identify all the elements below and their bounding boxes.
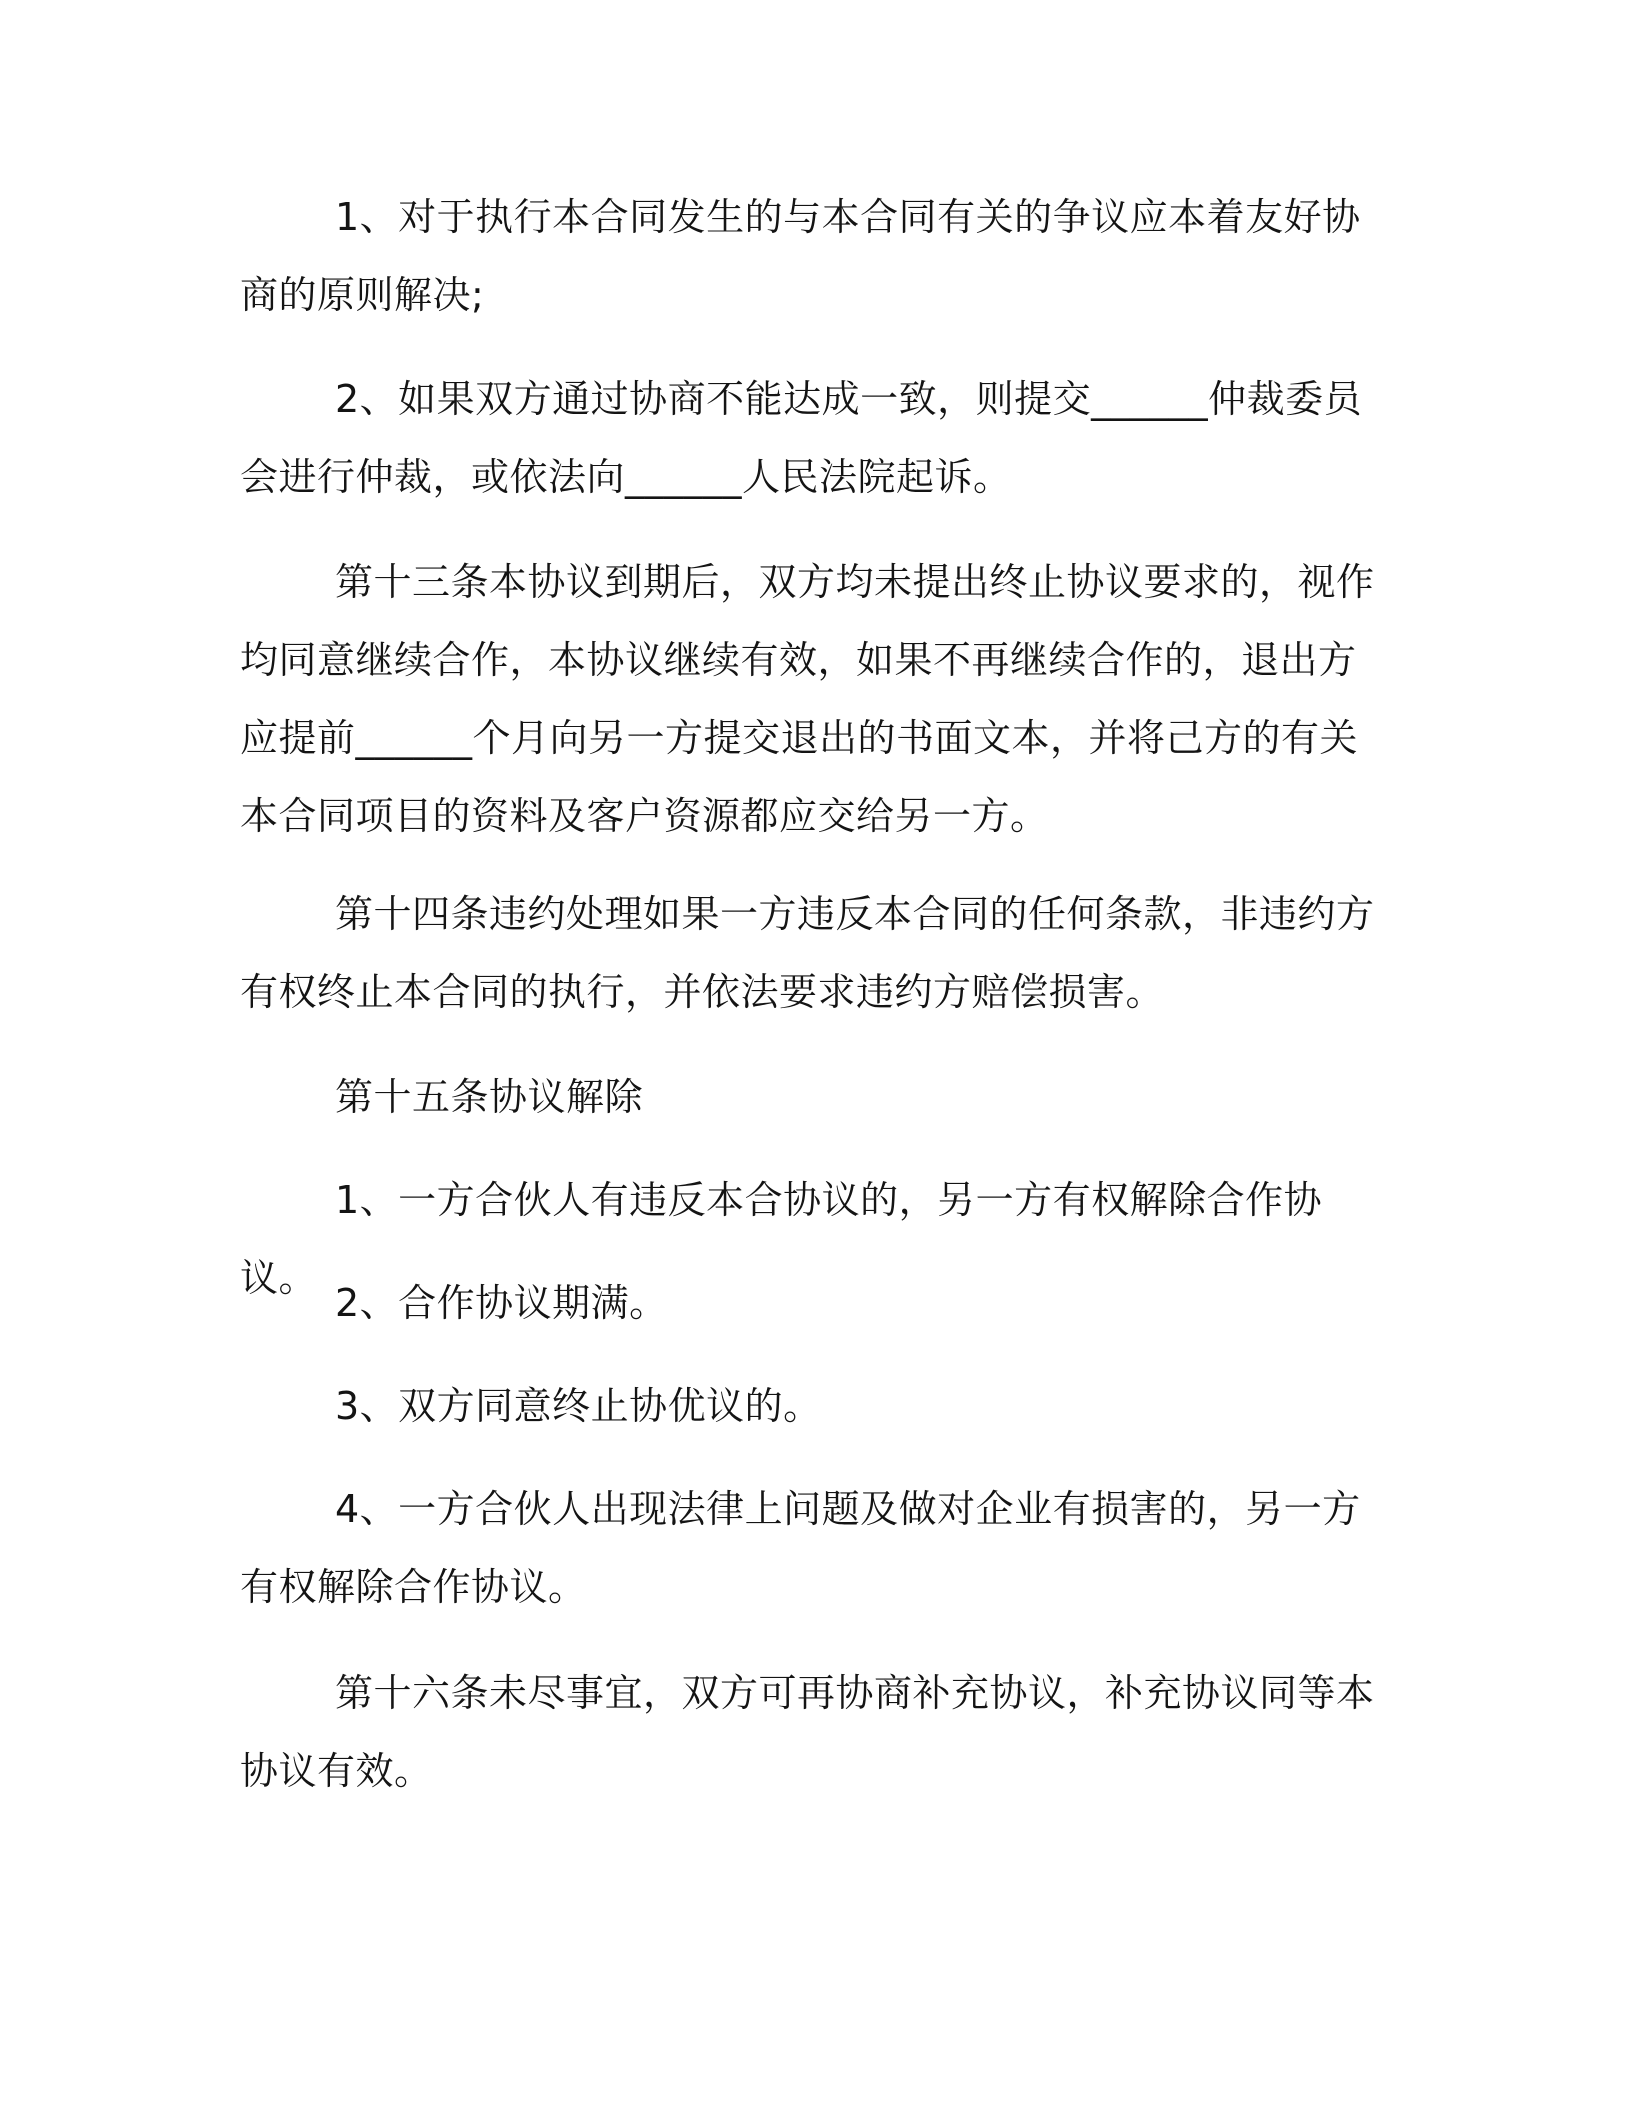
article-14-breach: 第十四条违约处理如果一方违反本合同的任何条款，非违约方有权终止本合同的执行，并依法要求违约方赔偿损害。: [240, 892, 1375, 1014]
termination-item-4: 4、一方合伙人出现法律上问题及做对企业有损害的，另一方有权解除合作协议。: [240, 1487, 1361, 1609]
article-16-supplementary: 第十六条未尽事宜，双方可再协商补充协议，补充协议同等本协议有效。: [240, 1671, 1375, 1793]
article-15-heading: 第十五条协议解除: [335, 1075, 644, 1119]
termination-item-3: 3、双方同意终止协优议的。: [335, 1384, 822, 1428]
clause-dispute-1: 1、对于执行本合同发生的与本合同有关的争议应本着友好协商的原则解决;: [240, 195, 1361, 317]
termination-item-1: 1、一方合伙人有违反本合协议的，另一方有权解除合作协议。: [240, 1178, 1323, 1300]
article-13-renewal: 第十三条本协议到期后，双方均未提出终止协议要求的，视作均同意继续合作，本协议继续有效，如果不再继续合作的，退出方应提前______个月向另一方提交退出的书面文本，并将己方的有关本合同项目的资料及客户资源都应交给另一方。: [240, 560, 1375, 838]
clause-dispute-2: 2、如果双方通过协商不能达成一致，则提交______仲裁委员会进行仲裁，或依法向______人民法院起诉。: [240, 377, 1363, 499]
termination-item-2: 2、合作协议期满。: [335, 1281, 668, 1325]
